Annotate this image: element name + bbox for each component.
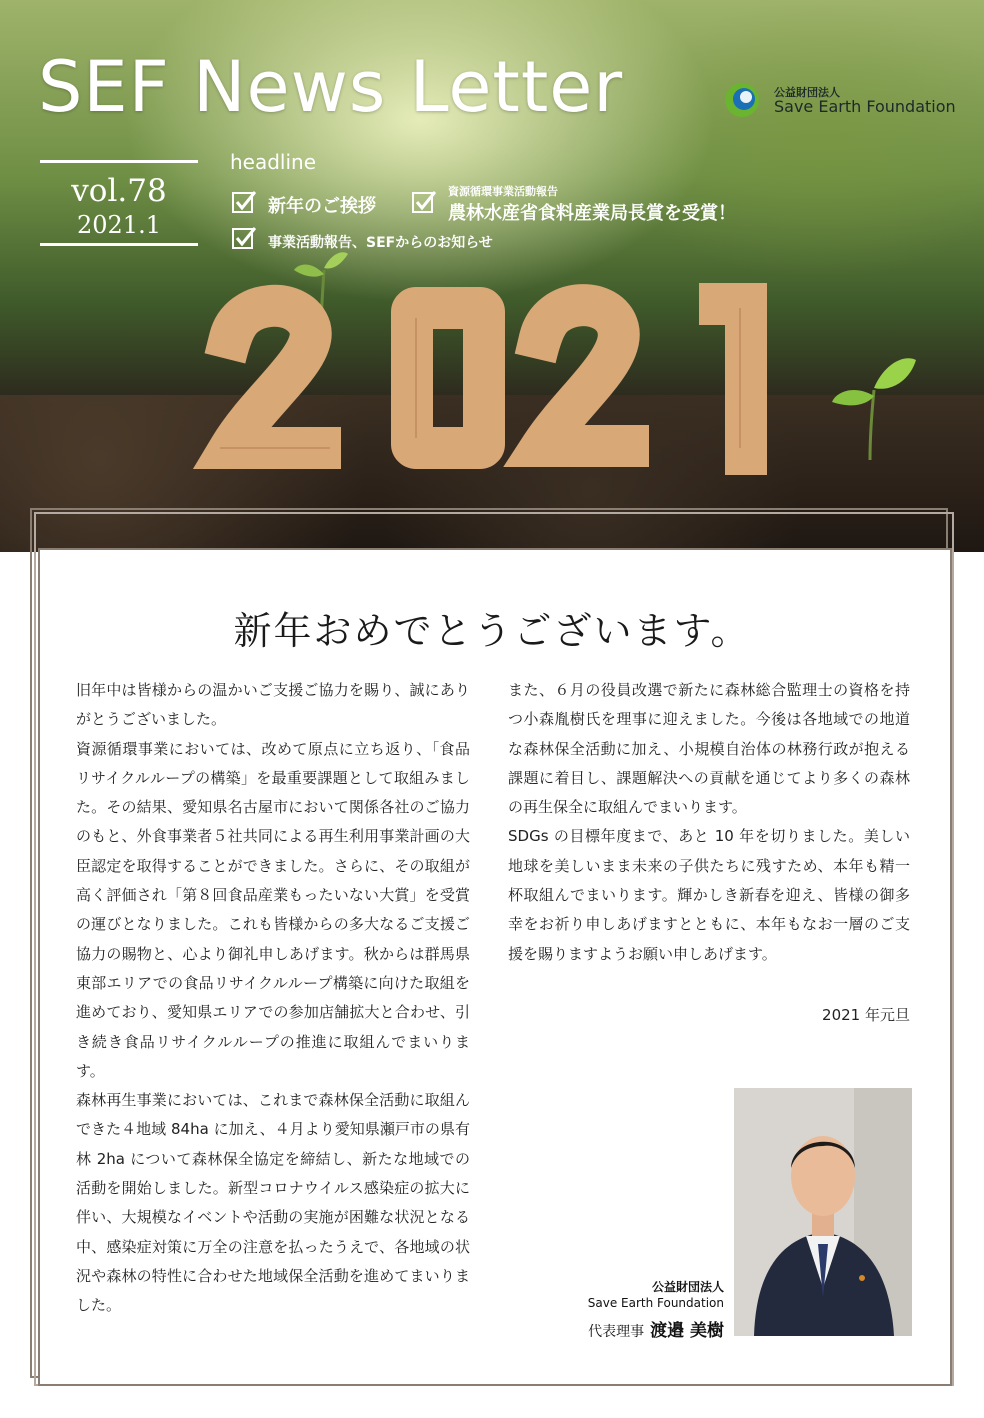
hero-banner xyxy=(0,0,984,552)
headline-item-award: 農林水産省食料産業局長賞を受賞！ xyxy=(448,203,736,224)
paragraph: また、６月の役員改選で新たに森林総合監理士の資格を持つ小森胤樹氏を理事に迎えました。今後は各地域での地道な森林保全活動に加え、小規模自治体の林務行政が抱える課題に着目し、課題解決への貢献を通じてより多くの森林の再生保全に取組んでまいります。 xyxy=(508,681,910,817)
logo-name: Save Earth Foundation xyxy=(774,97,956,116)
signature-name: 渡邉 美樹 xyxy=(650,1321,724,1341)
issue-date: 2021.1 xyxy=(77,211,161,239)
signature-org: 公益財団法人 xyxy=(651,1280,724,1294)
signature-role: 代表理事 xyxy=(588,1324,645,1340)
newsletter-title: SEF News Letter xyxy=(38,46,624,128)
logo-subtitle: 公益財団法人 xyxy=(774,86,840,99)
issue-box xyxy=(40,160,198,246)
chairman-photo xyxy=(734,1088,912,1336)
globe-logo-icon xyxy=(724,82,760,118)
portrait-illustration xyxy=(734,1088,912,1336)
paragraph: 森林再生事業においては、これまで森林保全活動に取組んできた４地域 84ha に加え、４月より愛知県瀬戸市の県有林 2ha について森林保全協定を締結し、新たな地域での活動を開始しました。新型コロナウイルス感染症の拡大に伴い、大規模なイベントや活動の実施が困難な状況となる中、感染症対策に万全の注意を払ったうえで、各地域の状況や森林の特性に合わせた地域保全活動を進めてまいりました。 xyxy=(76,1091,470,1315)
left-column xyxy=(76,676,470,1321)
numeral-1 xyxy=(720,304,746,454)
numeral-2-first xyxy=(230,306,320,448)
divider xyxy=(40,160,198,163)
headline-item-activities: 事業活動報告、SEFからのお知らせ xyxy=(268,235,493,251)
date-signature: 2021 年元旦 xyxy=(822,1006,910,1024)
new-year-greeting: 新年おめでとうございます。 xyxy=(233,609,751,653)
checkbox-icon xyxy=(232,226,256,250)
foundation-logo xyxy=(724,78,956,122)
divider xyxy=(40,243,198,246)
signature-title xyxy=(560,1316,724,1341)
paragraph: 旧年中は皆様からの温かいご支援ご協力を賜り、誠にありがとうございました。 xyxy=(76,681,470,729)
issue-volume: vol.78 xyxy=(71,173,167,209)
numeral-2-second xyxy=(540,305,628,446)
headline-label: headline xyxy=(230,150,317,174)
signature-org-en: Save Earth Foundation xyxy=(587,1296,724,1310)
year-2021-numerals xyxy=(180,278,820,478)
right-column xyxy=(508,676,910,969)
paragraph: 資源循環事業においては、改めて原点に立ち返り、「食品リサイクルループの構築」を最重要課題として取組みました。その結果、愛知県名古屋市において関係各社のご協力のもと、外食事業者５社共同による再生利用事業計画の大臣認定を取得することができました。さらに、その取組が高く評価され「第８回食品産業もったいない大賞」を受賞の運びとなりました。これも皆様からの多大なるご支援ご協力の賜物と、心より御礼申しあげます。秋からは群馬県東部エリアでの食品リサイクルループ構築に向けた取組を進めており、愛知県エリアでの参加店舗拡大と合わせ、引き続き食品リサイクルループの推進に取組んでまいります。 xyxy=(76,739,470,1080)
headline-item-greeting: 新年のご挨拶 xyxy=(268,196,376,217)
sprout-right-icon xyxy=(830,340,920,460)
checkbox-icon xyxy=(412,190,436,214)
headline-item-category: 資源循環事業活動報告 xyxy=(448,185,558,198)
checkbox-icon xyxy=(232,190,256,214)
paragraph: SDGs の目標年度まで、あと 10 年を切りました。美しい地球を美しいまま未来の子供たちに残すため、本年も精一杯取組んでまいります。輝かしき新春を迎え、皆様の御多幸をお祈り申しあげますとともに、本年もなお一層のご支援を賜りますようお願い申しあげます。 xyxy=(508,827,910,963)
numeral-0 xyxy=(412,308,484,448)
